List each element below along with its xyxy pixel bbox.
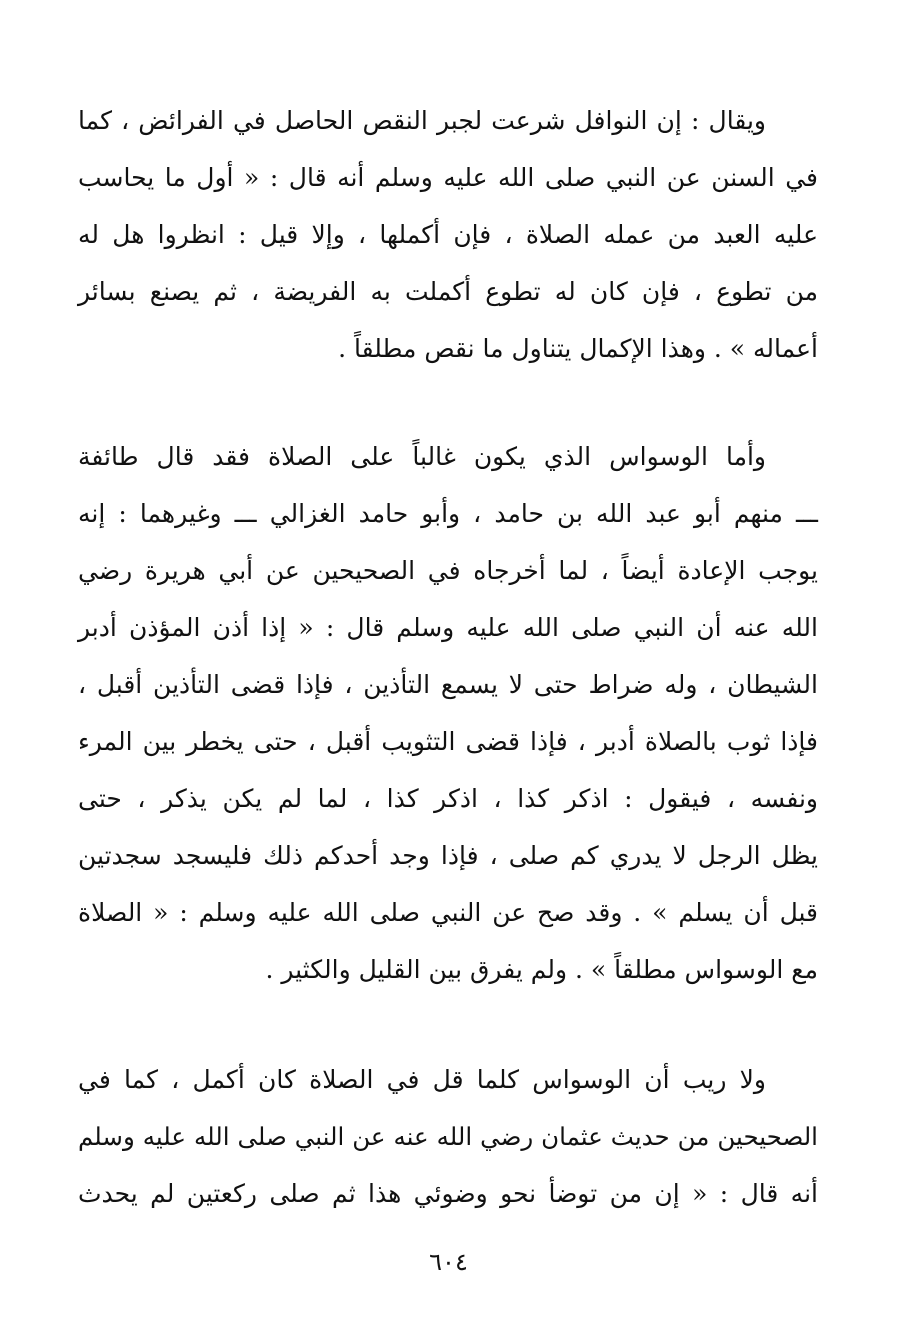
text-line: وأما الوسواس الذي يكون غالباً على الصلاة فقد قال طائفة — [78, 442, 766, 471]
text-line: أنه قال : « إن من توضأ نحو وضوئي هذا ثم صلى ركعتين لم يحدث — [78, 1179, 818, 1208]
text-line: قبل أن يسلم » . وقد صح عن النبي صلى الله عليه وسلم : « الصلاة — [78, 898, 818, 927]
text-line: يظل الرجل لا يدري كم صلى ، فإذا وجد أحدكم ذلك فليسجد سجدتين — [78, 841, 818, 870]
text-line: أعماله » . وهذا الإكمال يتناول ما نقص مطلقاً . — [338, 334, 818, 363]
text-line: الصحيحين من حديث عثمان رضي الله عنه عن النبي صلى الله عليه وسلم — [78, 1122, 818, 1151]
text-line: يوجب الإعادة أيضاً ، لما أخرجاه في الصحيحين عن أبي هريرة رضي — [78, 556, 818, 585]
text-line: من تطوع ، فإن كان له تطوع أكملت به الفريضة ، ثم يصنع بسائر — [78, 277, 818, 306]
text-line: ولا ريب أن الوسواس كلما قل في الصلاة كان أكمل ، كما في — [78, 1065, 766, 1094]
text-line: مع الوسواس مطلقاً » . ولم يفرق بين القليل والكثير . — [265, 955, 818, 984]
paragraph-3 — [78, 1051, 818, 1222]
text-line: فإذا ثوب بالصلاة أدبر ، فإذا قضى التثويب أقبل ، حتى يخطر بين المرء — [78, 727, 819, 756]
page-number: ٦٠٤ — [429, 1248, 468, 1276]
text-line: في السنن عن النبي صلى الله عليه وسلم أنه قال : « أول ما يحاسب — [78, 163, 818, 192]
text-line: الشيطان ، وله ضراط حتى لا يسمع التأذين ، فإذا قضى التأذين أقبل ، — [78, 670, 818, 699]
paragraph-1 — [78, 92, 818, 377]
text-line: ويقال : إن النوافل شرعت لجبر النقص الحاصل في الفرائض ، كما — [78, 106, 766, 135]
paragraph-2 — [78, 428, 818, 998]
text-line: ـــ منهم أبو عبد الله بن حامد ، وأبو حامد الغزالي ـــ وغيرهما : إنه — [78, 499, 818, 528]
text-line: ونفسه ، فيقول : اذكر كذا ، اذكر كذا ، لما لم يكن يذكر ، حتى — [78, 784, 818, 813]
text-line: الله عنه أن النبي صلى الله عليه وسلم قال : « إذا أذن المؤذن أدبر — [78, 613, 818, 642]
text-line: عليه العبد من عمله الصلاة ، فإن أكملها ، وإلا قيل : انظروا هل له — [78, 220, 818, 249]
